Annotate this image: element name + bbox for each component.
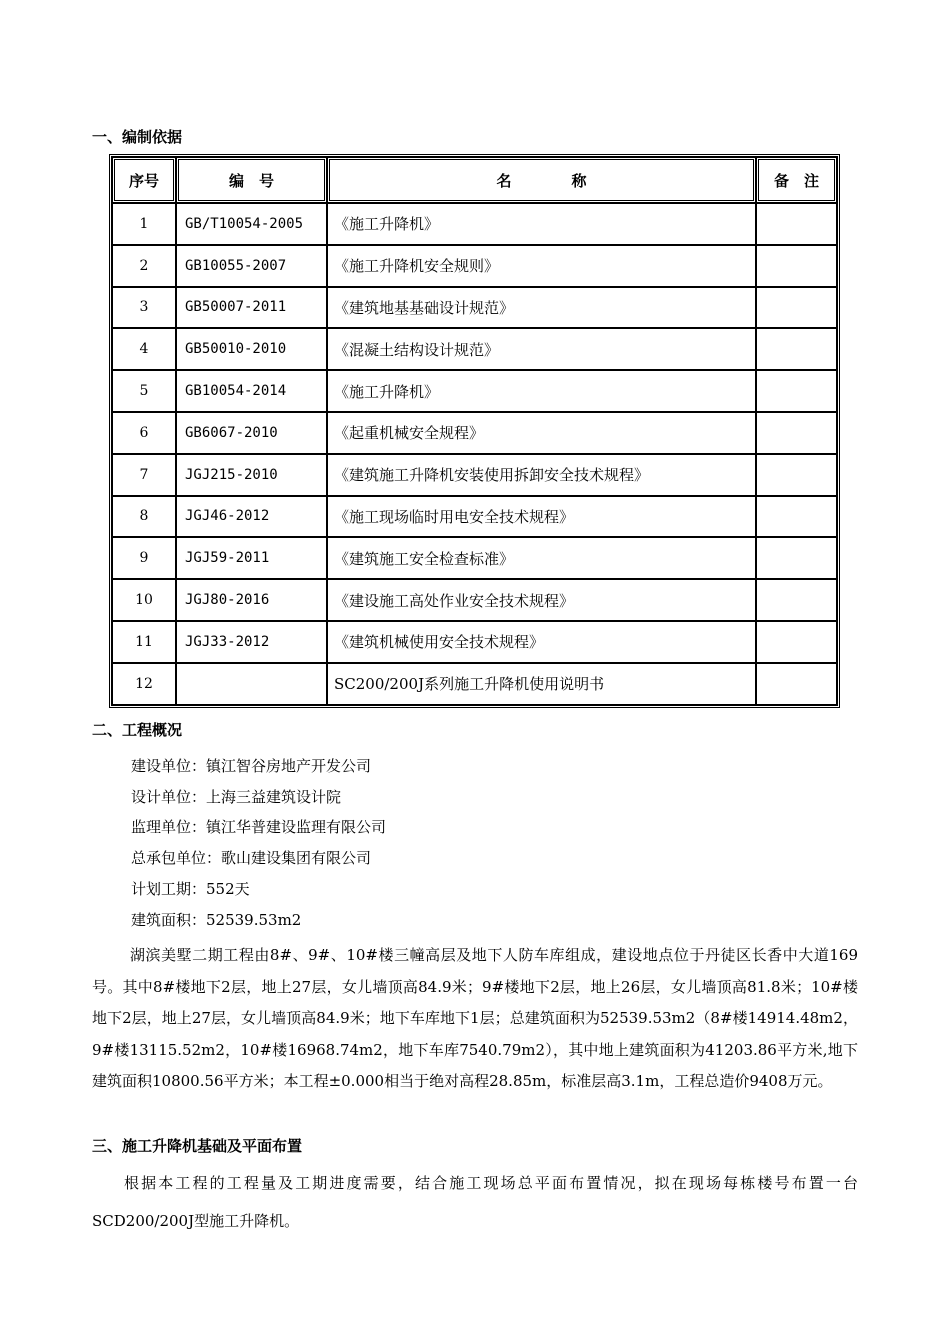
cell-name: 《起重机械安全规程》 <box>327 412 756 454</box>
table-row <box>112 328 837 370</box>
cell-no: 2 <box>112 245 176 287</box>
builder-line: 建设单位：镇江智谷房地产开发公司 <box>131 757 372 775</box>
cell-code: GB/T10054-2005 <box>176 203 327 245</box>
cell-code: GB50010-2010 <box>176 328 327 370</box>
period-line: 计划工期：552天 <box>131 880 250 898</box>
cell-no: 8 <box>112 496 176 538</box>
cell-note <box>756 621 837 663</box>
cell-no: 1 <box>112 203 176 245</box>
table-row <box>112 621 837 663</box>
cell-note <box>756 496 837 538</box>
cell-name: SC200/200J系列施工升降机使用说明书 <box>327 663 756 705</box>
cell-code: JGJ59-2011 <box>176 537 327 579</box>
cell-note <box>756 537 837 579</box>
cell-name: 《建筑施工升降机安装使用拆卸安全技术规程》 <box>327 454 756 496</box>
table-row <box>112 663 837 705</box>
section-heading-basis: 一、编制依据 <box>92 128 183 146</box>
cell-no: 4 <box>112 328 176 370</box>
supervisor-line: 监理单位：镇江华普建设监理有限公司 <box>131 818 387 836</box>
cell-code <box>176 663 327 705</box>
table-row <box>112 245 837 287</box>
cell-code: JGJ215-2010 <box>176 454 327 496</box>
table-row <box>112 412 837 454</box>
cell-name: 《施工升降机安全规则》 <box>327 245 756 287</box>
cell-no: 3 <box>112 287 176 329</box>
cell-note <box>756 412 837 454</box>
cell-note <box>756 370 837 412</box>
layout-paragraph: 根据本工程的工程量及工期进度需要，结合施工现场总平面布置情况，拟在现场每栋楼号布置一台SCD200/200J型施工升降机。 <box>92 1174 858 1230</box>
cell-code: JGJ33-2012 <box>176 621 327 663</box>
cell-name: 《建筑机械使用安全技术规程》 <box>327 621 756 663</box>
cell-no: 7 <box>112 454 176 496</box>
cell-note <box>756 245 837 287</box>
cell-name: 《建筑施工安全检查标准》 <box>327 537 756 579</box>
reference-table <box>109 154 840 708</box>
section-heading-overview: 二、工程概况 <box>92 721 183 739</box>
table-row <box>112 454 837 496</box>
table-row <box>112 370 837 412</box>
cell-name: 《施工升降机》 <box>327 370 756 412</box>
cell-note <box>756 203 837 245</box>
cell-note <box>756 328 837 370</box>
section-heading-layout: 三、施工升降机基础及平面布置 <box>92 1137 303 1155</box>
cell-no: 5 <box>112 370 176 412</box>
header-name: 名 称 <box>327 157 756 203</box>
table-row <box>112 287 837 329</box>
cell-code: GB6067-2010 <box>176 412 327 454</box>
cell-no: 9 <box>112 537 176 579</box>
table-row <box>112 537 837 579</box>
header-note: 备 注 <box>756 157 837 203</box>
cell-name: 《施工升降机》 <box>327 203 756 245</box>
designer-line: 设计单位：上海三益建筑设计院 <box>131 788 342 806</box>
table-row <box>112 579 837 621</box>
cell-code: GB10054-2014 <box>176 370 327 412</box>
cell-name: 《建设施工高处作业安全技术规程》 <box>327 579 756 621</box>
cell-code: JGJ46-2012 <box>176 496 327 538</box>
cell-no: 12 <box>112 663 176 705</box>
project-description: 湖滨美墅二期工程由8#、9#、10#楼三幢高层及地下人防车库组成，建设地点位于丹徒区长香中大道169号。其中8#楼地下2层，地上27层，女儿墙顶高84.9米；9#楼地下2层，地上26层，女儿墙顶高81.8米；10#楼地下2层，地上27层，女儿墙顶高84.9米；地下车库地下1层；总建筑面积为52539.53m2（8#楼14914.48m2，9#楼13115.52m2，10#楼16968.74m2，地下车库7540.79m2），其中地上建筑面积为41203.86平方米,地下建筑面积10800.56平方米；本工程±0.000相当于绝对高程28.85m，标准层高3.1m，工程总造价9408万元。 <box>92 946 858 1090</box>
header-code: 编 号 <box>176 157 327 203</box>
cell-code: GB10055-2007 <box>176 245 327 287</box>
cell-no: 6 <box>112 412 176 454</box>
cell-code: GB50007-2011 <box>176 287 327 329</box>
table-row <box>112 203 837 245</box>
cell-name: 《施工现场临时用电安全技术规程》 <box>327 496 756 538</box>
table-row <box>112 496 837 538</box>
header-no: 序号 <box>112 157 176 203</box>
cell-note <box>756 663 837 705</box>
cell-note <box>756 287 837 329</box>
cell-no: 11 <box>112 621 176 663</box>
cell-code: JGJ80-2016 <box>176 579 327 621</box>
area-line: 建筑面积：52539.53m2 <box>131 911 302 929</box>
cell-note <box>756 579 837 621</box>
contractor-line: 总承包单位：歌山建设集团有限公司 <box>131 849 372 867</box>
table-header-row <box>112 157 837 203</box>
cell-note <box>756 454 837 496</box>
cell-no: 10 <box>112 579 176 621</box>
cell-name: 《混凝土结构设计规范》 <box>327 328 756 370</box>
cell-name: 《建筑地基基础设计规范》 <box>327 287 756 329</box>
